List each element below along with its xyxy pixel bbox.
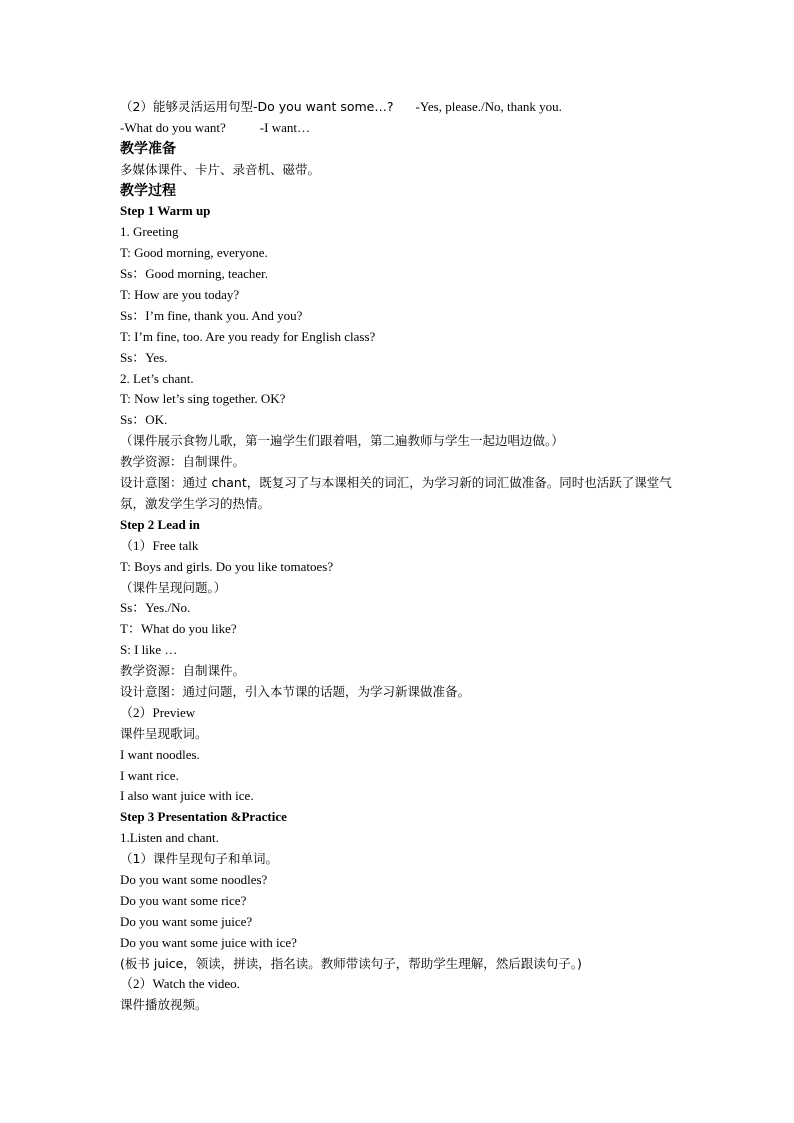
step1-line: 2. Let’s chant.: [120, 370, 194, 386]
step2-resource: 教学资源：自制课件。: [120, 663, 246, 679]
step2-line: （1）Free talk: [120, 537, 199, 553]
objective-question: -What do you want?: [120, 119, 226, 135]
preparation-content: 多媒体课件、卡片、录音机、磁带。: [120, 161, 321, 177]
step3-sentence: Do you want some juice with ice?: [120, 934, 297, 950]
step1-line: Ss：I’m fine, thank you. And you?: [120, 307, 303, 323]
step1-title: Step 1 Warm up: [120, 203, 211, 219]
step3-line: （2）Watch the video.: [120, 976, 240, 992]
step1-line: Ss：Good morning, teacher.: [120, 266, 269, 282]
step3-sentence: Do you want some juice?: [120, 913, 253, 929]
step1-line: Ss：OK.: [120, 412, 168, 428]
step3-note: (板书 juice，领读，拼读，指名读。教师带读句子，帮助学生理解，然后跟读句子。): [120, 955, 582, 971]
preparation-heading: 教学准备: [120, 140, 176, 157]
step1-line: Ss：Yes.: [120, 349, 168, 365]
step2-line: （课件呈现问题。）: [120, 579, 227, 595]
step2-title: Step 2 Lead in: [120, 516, 200, 532]
step1-line: T: How are you today?: [120, 287, 240, 303]
step1-line: 1. Greeting: [120, 224, 179, 240]
step1-line: T: Now let’s sing together. OK?: [120, 391, 286, 407]
step1-design-intent: 设计意图：通过 chant，既复习了与本课相关的词汇，为学习新的词汇做准备。同时也活跃了课堂气氛，激发学生学习的热情。: [120, 475, 672, 511]
step2-line: （2）Preview: [120, 704, 196, 720]
step1-resource: 教学资源：自制课件。: [120, 454, 246, 470]
step2-lyric: I want rice.: [120, 767, 179, 783]
step3-sentence: Do you want some noodles?: [120, 871, 268, 887]
step3-line: （1）课件呈现句子和单词。: [120, 851, 278, 867]
step1-line: T: I’m fine, too. Are you ready for English class?: [120, 328, 376, 344]
objective-answer: -I want…: [259, 119, 310, 135]
step2-line: Ss：Yes./No.: [120, 600, 191, 616]
step1-note: （课件展示食物儿歌，第一遍学生们跟着唱，第二遍教师与学生一起边唱边做。）: [120, 433, 564, 449]
document-page: [120, 97, 690, 1016]
step2-lyric: I want noodles.: [120, 746, 200, 762]
step2-line: T：What do you like?: [120, 621, 237, 637]
process-heading: 教学过程: [120, 182, 176, 199]
step2-design-intent: 设计意图：通过问题，引入本节课的话题，为学习新课做准备。: [120, 683, 471, 699]
objective-item2-response: -Yes, please./No, thank you.: [415, 99, 562, 114]
step3-title: Step 3 Presentation &Practice: [120, 809, 287, 825]
objective-item2-text: （2）能够灵活运用句型-Do you want some…?: [120, 99, 394, 114]
step2-line: T: Boys and girls. Do you like tomatoes?: [120, 558, 334, 574]
step3-line: 课件播放视频。: [120, 997, 208, 1013]
step2-line: S: I like …: [120, 642, 178, 658]
step3-line: 1.Listen and chant.: [120, 830, 219, 846]
objective-line-1: [120, 97, 690, 118]
step1-line: T: Good morning, everyone.: [120, 245, 268, 261]
step2-line: 课件呈现歌词。: [120, 725, 208, 741]
objective-line-2: [120, 118, 690, 139]
step2-lyric: I also want juice with ice.: [120, 788, 254, 804]
step3-sentence: Do you want some rice?: [120, 892, 247, 908]
